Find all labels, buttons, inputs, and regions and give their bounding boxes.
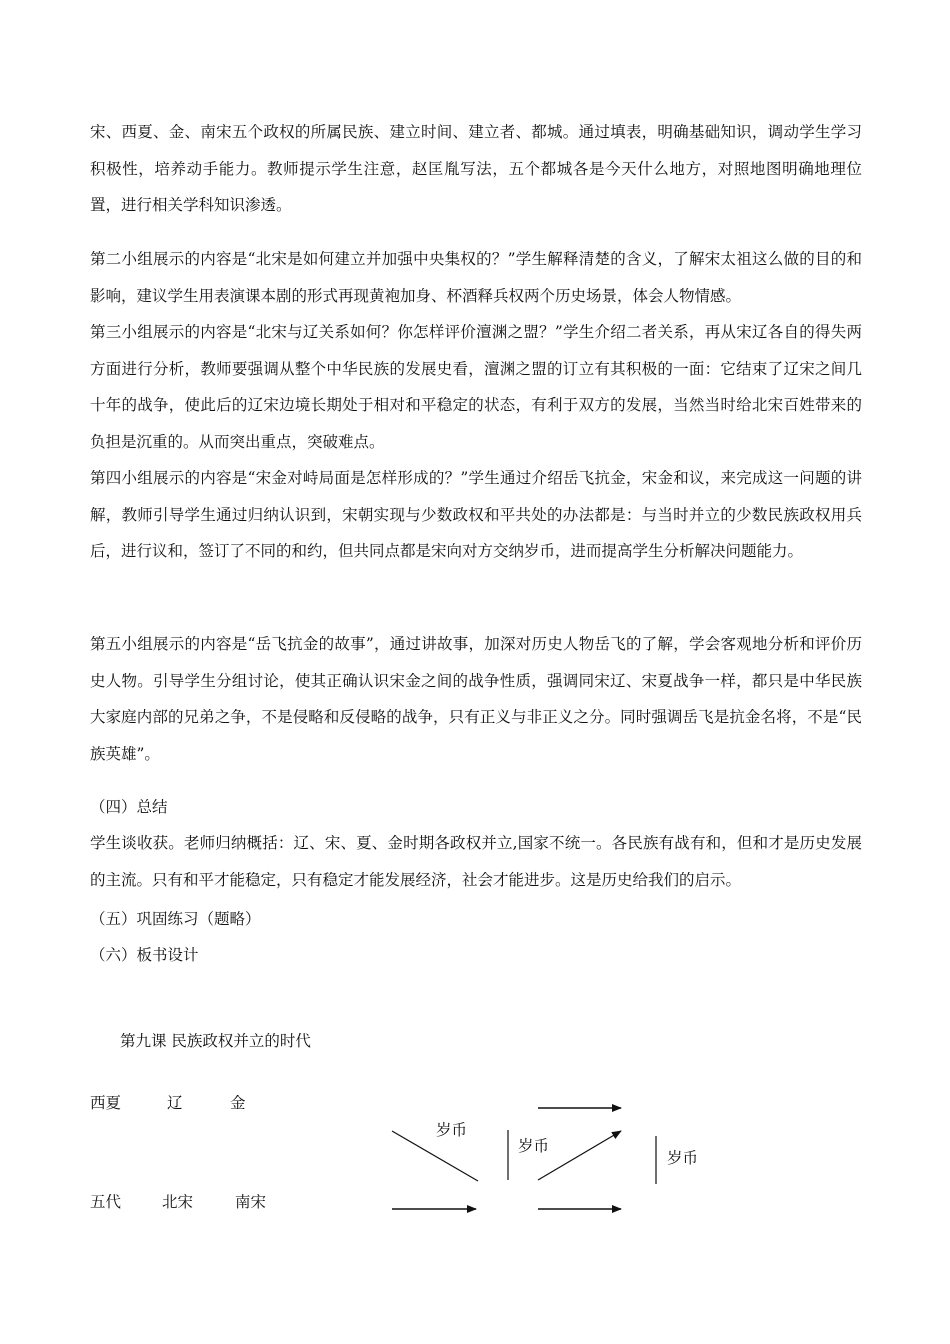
board-arrow-diagonal-up bbox=[538, 1131, 621, 1180]
paragraph-group5: 第五小组展示的内容是“岳飞抗金的故事”，通过讲故事，加深对历史人物岳飞的了解，学会客观地分析和评价历史人物。引导学生分组讨论，使其正确认识宋金之间的战争性质，强调同宋辽、宋夏战争一样，都只是中华民族大家庭内部的兄弟之争，不是侵略和反侵略的战争，只有正义与非正义之分。同时强调岳飞是抗金名将，不是“民族英雄”。 bbox=[90, 635, 862, 763]
board-label-tribute-3: 岁币 bbox=[667, 1149, 699, 1167]
paragraph-group1-continued: 宋、西夏、金、南宋五个政权的所属民族、建立时间、建立者、都城。通过填表，明确基础知识，调动学生学习积极性，培养动手能力。教师提示学生注意，赵匡胤写法，五个都城各是今天什么地方，对照地图明确地理位置，进行相关学科知识渗透。 bbox=[90, 123, 862, 214]
board-diagonal-line-left bbox=[392, 1131, 478, 1181]
board-label-wudai: 五代 bbox=[90, 1193, 122, 1211]
board-label-beisong: 北宋 bbox=[162, 1193, 194, 1211]
section-heading-summary: （四）总结 bbox=[90, 798, 168, 816]
board-label-tribute-1: 岁币 bbox=[436, 1121, 468, 1139]
board-label-liao: 辽 bbox=[167, 1094, 183, 1112]
paragraph-group3: 第三小组展示的内容是“北宋与辽关系如何？你怎样评价澶渊之盟？”学生介绍二者关系，再从宋辽各自的得失两方面进行分析，教师要强调从整个中华民族的发展史看，澶渊之盟的订立有其积极的一面：它结束了辽宋之间几十年的战争，使此后的辽宋边境长期处于相对和平稳定的状态，有利于双方的发展，当然当时给北宋百姓带来的负担是沉重的。从而突出重点，突破难点。 bbox=[90, 323, 862, 451]
board-lesson-title: 第九课 民族政权并立的时代 bbox=[120, 1032, 311, 1050]
paragraph-summary: 学生谈收获。老师归纳概括：辽、宋、夏、金时期各政权并立,国家不统一。各民族有战有和，但和才是历史发展的主流。只有和平才能稳定，只有稳定才能发展经济，社会才能进步。这是历史给我们的启示。 bbox=[90, 834, 862, 889]
board-label-nansong: 南宋 bbox=[235, 1193, 267, 1211]
section-heading-board-design: （六）板书设计 bbox=[90, 946, 199, 964]
board-label-xixia: 西夏 bbox=[90, 1094, 122, 1112]
paragraph-group4: 第四小组展示的内容是“宋金对峙局面是怎样形成的？”学生通过介绍岳飞抗金，宋金和议，来完成这一问题的讲解，教师引导学生通过归纳认识到，宋朝实现与少数政权和平共处的办法都是：与当时并立的少数民族政权用兵后，进行议和，签订了不同的和约，但共同点都是宋向对方交纳岁币，进而提高学生分析解决问题能力。 bbox=[90, 469, 862, 560]
board-label-jin: 金 bbox=[230, 1094, 246, 1112]
board-label-tribute-2: 岁币 bbox=[518, 1137, 550, 1155]
paragraph-group2: 第二小组展示的内容是“北宋是如何建立并加强中央集权的？”学生解释清楚的含义，了解宋太祖这么做的目的和影响，建议学生用表演课本剧的形式再现黄袍加身、杯酒释兵权两个历史场景，体会人物情感。 bbox=[90, 250, 862, 305]
section-heading-practice: （五）巩固练习（题略） bbox=[90, 910, 261, 928]
